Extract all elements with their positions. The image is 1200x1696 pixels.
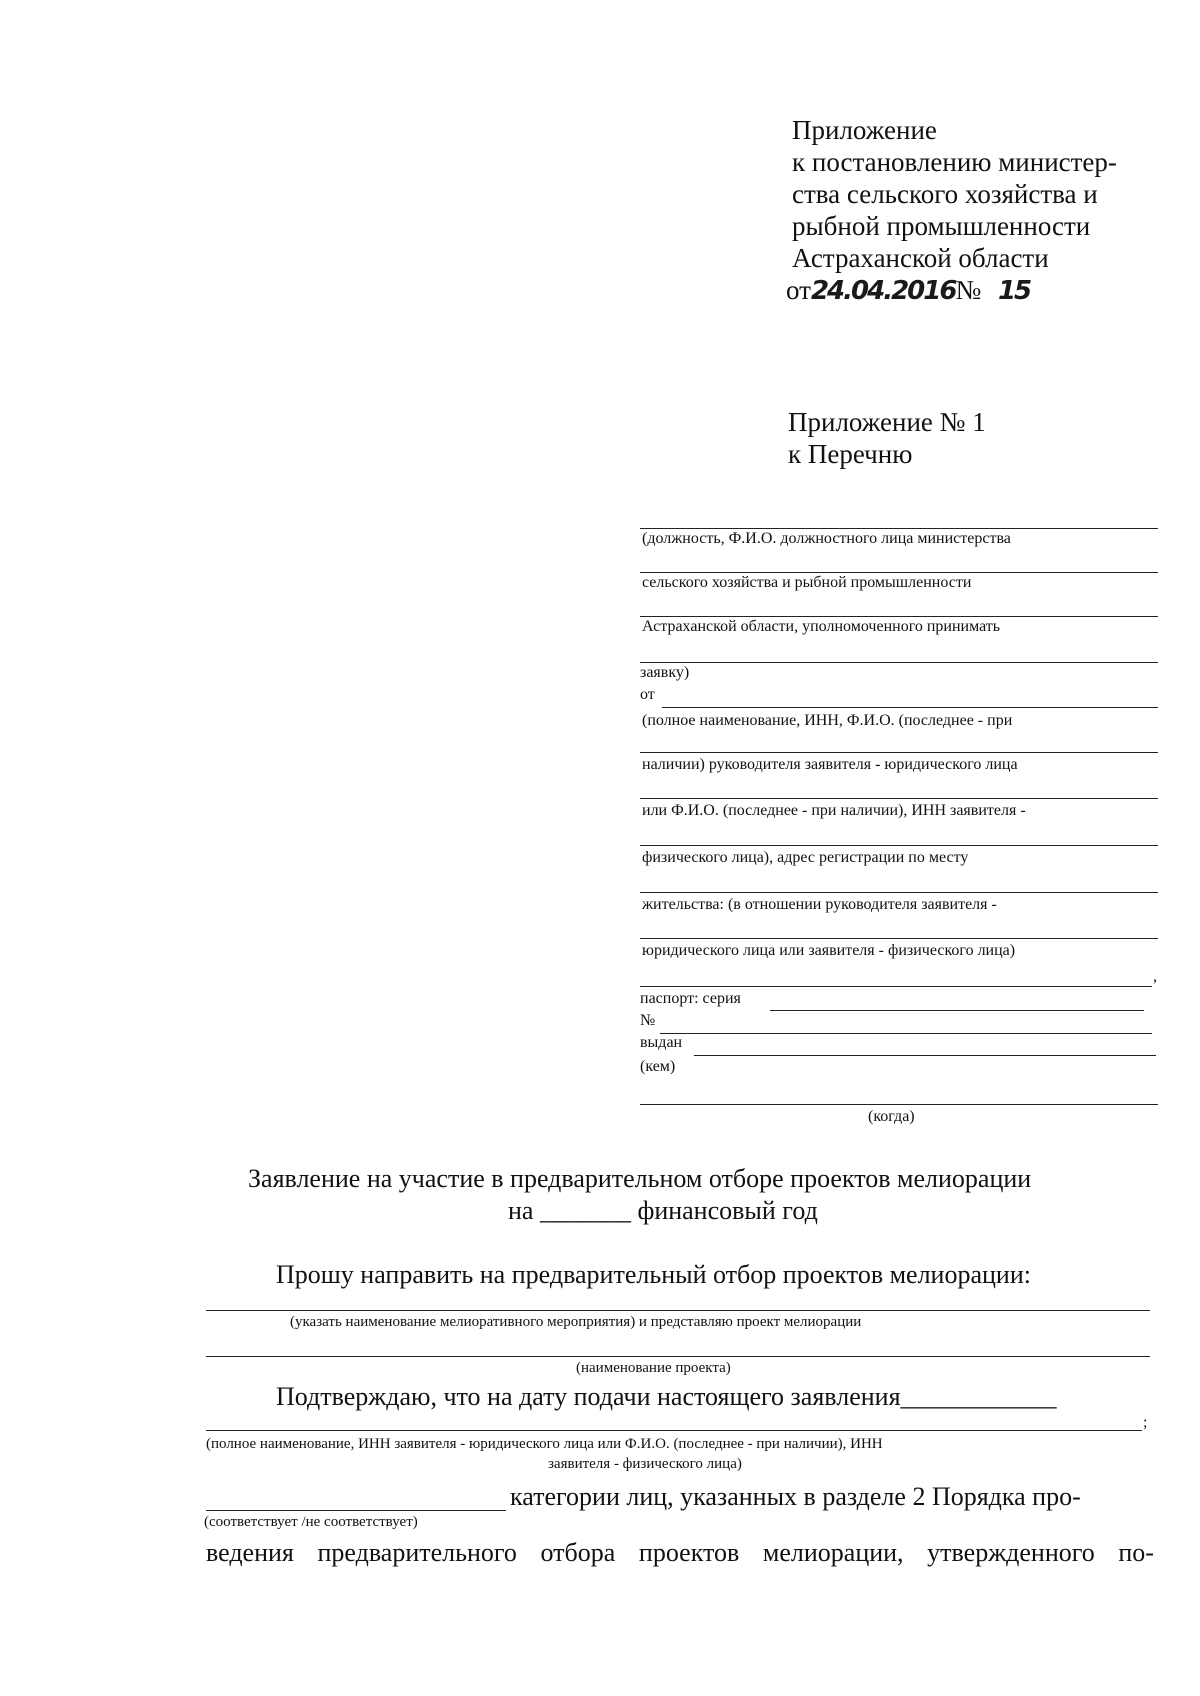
blank-line [640,892,1158,893]
blank-line [640,938,1158,939]
issued-label: выдан [640,1034,683,1051]
word: предварительного [317,1538,517,1567]
blank-line [640,798,1158,799]
semicolon-mark: ; [1143,1414,1148,1431]
blank-line [206,1430,1142,1431]
blank-line [640,752,1158,753]
confirm-line [276,1382,1057,1412]
blank-line [660,1033,1152,1034]
word: мелиорации, [762,1538,904,1567]
applicant-caption-2: наличии) руководителя заявителя - юридического лица [642,756,1018,773]
official-caption-4: заявку) [640,664,690,681]
from-label: от [640,686,655,703]
passport-series-label: паспорт: серия [640,990,741,1007]
applicant-caption-1: (полное наименование, ИНН, Ф.И.О. (последнее - при [642,712,1013,729]
word: отбора [540,1538,616,1567]
applicant-caption-6: юридического лица или заявителя - физического лица) [642,942,1016,959]
blank-line [640,662,1158,663]
header-line-3: ства сельского хозяйства и [792,179,1098,209]
appendix-line-2: к Перечню [788,439,913,469]
blank-line [662,707,1158,708]
blank-line [640,1104,1158,1105]
blank-line [640,616,1158,617]
caption-conformity: (соответствует /не соответствует) [204,1514,418,1530]
blank-line [640,845,1158,846]
official-caption-1: (должность, Ф.И.О. должностного лица министерства [642,530,1011,547]
caption-applicant-2: заявителя - физического лица) [548,1456,742,1472]
blank-line [640,528,1158,529]
year-blank: _______ [539,1196,631,1225]
title-on: на [508,1196,534,1225]
blank-line [206,1310,1150,1311]
header-from-line [786,274,1030,307]
title-line-1: Заявление на участие в предварительном отборе проектов мелиорации [248,1164,1032,1193]
caption-applicant-1: (полное наименование, ИНН заявителя - юридического лица или Ф.И.О. (последнее - при наличии), ИНН [206,1436,883,1452]
applicant-caption-5: жительства: (в отношении руководителя заявителя - [642,896,997,913]
caption-measure: (указать наименование мелиоративного мероприятия) и представляю проект мелиорации [290,1314,862,1330]
official-caption-2: сельского хозяйства и рыбной промышленности [642,574,972,591]
blank-line [206,1356,1150,1357]
applicant-caption-3: или Ф.И.О. (последнее - при наличии), ИНН заявителя - [642,802,1026,819]
last-line [206,1538,1154,1568]
word: ведения [206,1538,294,1567]
by-whom-label: (кем) [640,1058,676,1075]
blank-line [694,1055,1156,1056]
header-from-prefix: от [786,275,811,305]
blank-line [640,986,1152,987]
request-line: Прошу направить на предварительный отбор проектов мелиорации: [276,1260,1031,1289]
when-label: (когда) [868,1108,915,1125]
blank-line [770,1010,1144,1011]
header-line-1: Приложение [792,115,937,145]
confirm-text: Подтверждаю, что на дату подачи настоящего заявления [276,1382,901,1411]
caption-project: (наименование проекта) [576,1360,731,1376]
title-financial-year: финансовый год [637,1196,818,1225]
word: утвержденного [927,1538,1095,1567]
applicant-caption-4: физического лица), адрес регистрации по месту [642,849,969,866]
appendix-line-1: Приложение № 1 [788,407,986,437]
header-line-4: рыбной промышленности [792,211,1091,241]
word: проектов [638,1538,740,1567]
official-caption-3: Астраханской области, уполномоченного принимать [642,618,1001,635]
blank-line [640,572,1158,573]
title-line-2 [508,1196,818,1226]
header-line-5: Астраханской области [792,243,1049,273]
confirm-blank: ____________ [900,1382,1057,1411]
comma-mark: , [1153,968,1157,985]
word: по- [1118,1538,1154,1567]
header-line-2: к постановлению министер- [792,147,1117,177]
handwritten-date: 24.04.2016 [810,276,956,306]
passport-number-label: № [640,1012,656,1029]
blank-line [206,1510,506,1511]
header-number-sign: № [955,275,982,305]
handwritten-number: 15 [997,276,1031,306]
category-line: категории лиц, указанных в разделе 2 Порядка про- [510,1482,1081,1511]
